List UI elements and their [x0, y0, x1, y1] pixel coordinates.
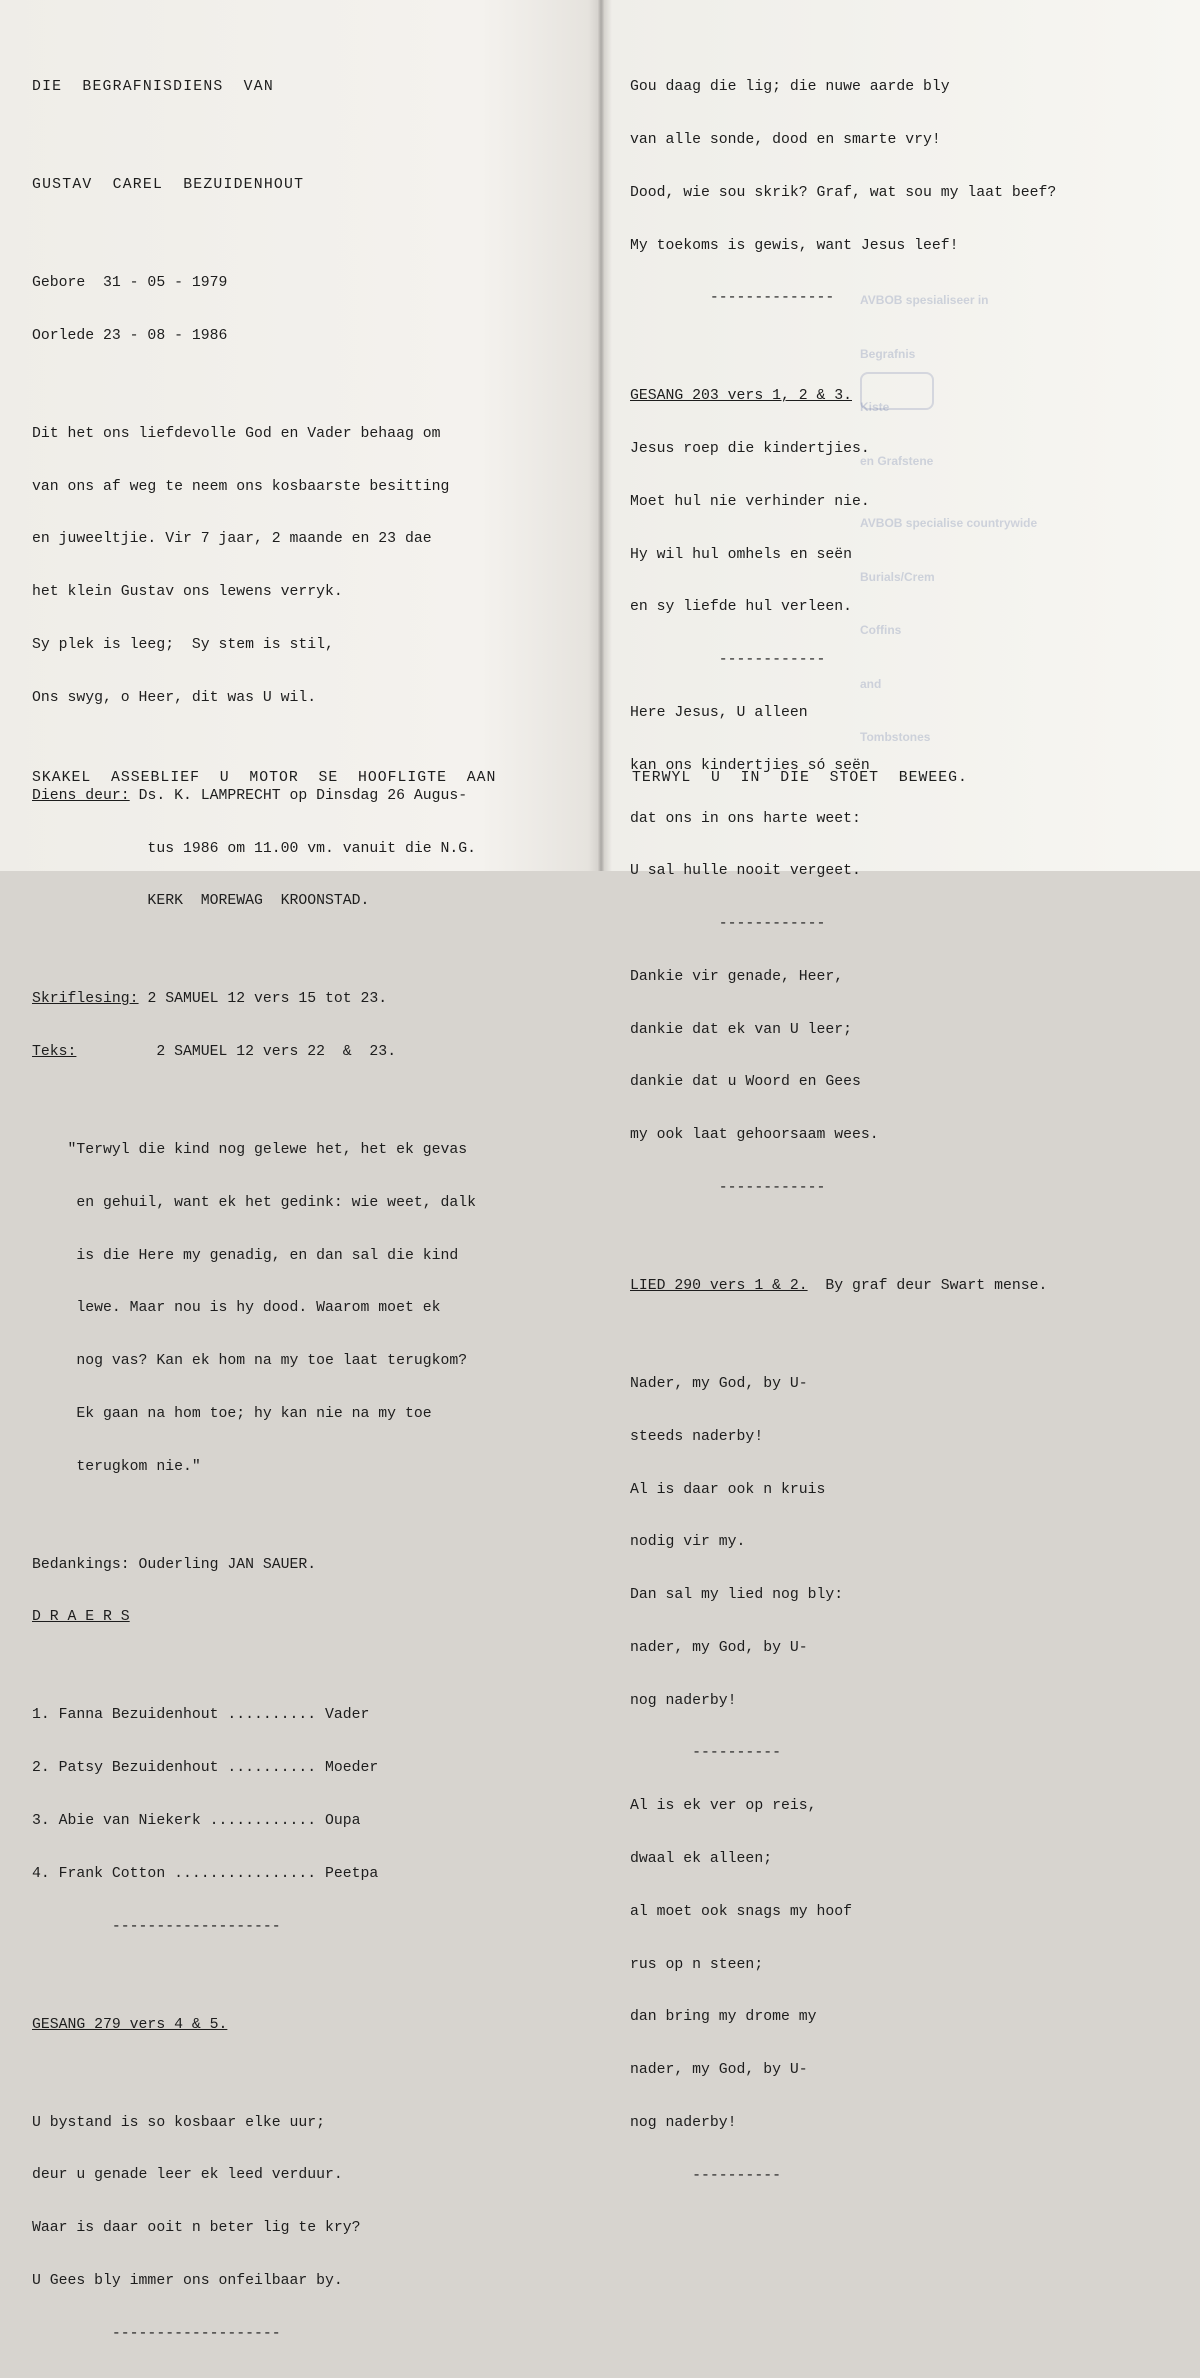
verse-line: nog naderby! — [630, 2114, 737, 2131]
right-page — [630, 44, 1190, 2220]
service-by-line — [32, 788, 592, 806]
stamp-line: en Grafstene — [860, 453, 934, 468]
bearer-row: 3. Abie van Niekerk ............ Oupa — [32, 1813, 361, 1829]
separator: ---------- — [630, 1745, 781, 1762]
verse-line: kan ons kindertjies só seën — [630, 757, 870, 774]
death-date: Oorlede 23 - 08 - 1986 — [32, 327, 228, 344]
bearers-heading: D R A E R S — [32, 1609, 130, 1626]
verse-line: steeds naderby! — [630, 1428, 764, 1445]
quote-line: en gehuil, want ek het gedink: wie weet, dalk — [32, 1194, 476, 1211]
verse-line: Al is daar ook n kruis — [630, 1481, 826, 1498]
quote-line: is die Here my genadig, en dan sal die kind — [32, 1247, 459, 1264]
verse-line: Jesus roep die kindertjies. — [630, 441, 870, 458]
verse-line: dankie dat ek van U leer; — [630, 1021, 852, 1038]
verse-line: U sal hulle nooit vergeet. — [630, 863, 861, 880]
song-note: By graf deur Swart mense. — [807, 1277, 1048, 1294]
quote-line: lewe. Maar nou is hy dood. Waarom moet ek — [32, 1300, 441, 1317]
hymn-heading: GESANG 203 vers 1, 2 & 3. — [630, 388, 852, 405]
verse-line: Al is ek ver op reis, — [630, 1798, 817, 1815]
stamp-line: Begrafnis — [860, 346, 916, 361]
separator: ------------ — [630, 916, 826, 933]
verse-line: Moet hul nie verhinder nie. — [630, 493, 870, 510]
hymn-heading: GESANG 279 vers 4 & 5. — [32, 2016, 228, 2033]
verse-line: dat ons in ons harte weet: — [630, 810, 861, 827]
verse-line: nader, my God, by U- — [630, 2062, 808, 2079]
stamp-line: Kiste — [860, 400, 890, 415]
reading-line — [32, 991, 592, 1009]
stamp-line: and — [860, 676, 882, 691]
hymn-line: Gou daag die lig; die nuwe aarde bly — [630, 79, 950, 96]
thanks-line: Bedankings: Ouderling JAN SAUER. — [32, 1556, 317, 1573]
verse-line: rus op n steen; — [630, 1956, 764, 1973]
service-by-value: Ds. K. LAMPRECHT op Dinsdag 26 Augus- — [129, 787, 468, 804]
quote-line: terugkom nie." — [32, 1458, 201, 1475]
separator: -------------- — [630, 290, 835, 307]
stamp-line: Coffins — [860, 623, 902, 638]
separator: ---------- — [630, 2167, 781, 2184]
hymn-line: U bystand is so kosbaar elke uur; — [32, 2114, 326, 2131]
song-heading: LIED 290 vers 1 & 2. — [630, 1277, 808, 1294]
procession-note: TERWYL U IN DIE STOET BEWEEG. — [632, 770, 968, 786]
headlights-request: SKAKEL ASSEBLIEF U MOTOR SE HOOFLIGTE AAN — [32, 770, 497, 786]
bearer-row: 2. Patsy Bezuidenhout .......... Moeder — [32, 1760, 379, 1777]
text-value: 2 SAMUEL 12 vers 22 & 23. — [76, 1044, 397, 1061]
verse-line: dwaal ek alleen; — [630, 1850, 773, 1867]
quote-line: "Terwyl die kind nog gelewe het, het ek gevas — [32, 1142, 468, 1159]
stamp-line: AVBOB specialise countrywide — [860, 516, 1038, 530]
left-page — [32, 44, 592, 2378]
intro-line: het klein Gustav ons lewens verryk. — [32, 584, 343, 601]
bearer-row: 4. Frank Cotton ................ Peetpa — [32, 1865, 379, 1882]
birth-date: Gebore 31 - 05 - 1979 — [32, 275, 228, 292]
reading-value: 2 SAMUEL 12 vers 15 tot 23. — [138, 991, 388, 1008]
deceased-name: GUSTAV CAREL BEZUIDENHOUT — [32, 177, 305, 194]
verse-line: nog naderby! — [630, 1692, 737, 1709]
intro-line: Ons swyg, o Heer, dit was U wil. — [32, 689, 317, 706]
separator: ------------ — [630, 652, 826, 669]
hymn-line: My toekoms is gewis, want Jesus leef! — [630, 237, 959, 254]
stamp-line: Tombstones — [860, 730, 931, 745]
hymn-line: deur u genade leer ek leed verduur. — [32, 2167, 343, 2184]
verse-line: Dankie vir genade, Heer, — [630, 968, 844, 985]
quote-line: Ek gaan na hom toe; hy kan nie na my toe — [32, 1405, 432, 1422]
text-label: Teks: — [32, 1044, 77, 1061]
verse-line: al moet ook snags my hoof — [630, 1903, 852, 1920]
separator: ------------------- — [32, 2325, 281, 2342]
hymn-line: van alle sonde, dood en smarte vry! — [630, 131, 941, 148]
stamp-line: AVBOB spesialiseer in — [860, 293, 989, 307]
service-by-label: Diens deur: — [32, 787, 130, 804]
intro-line: en juweeltjie. Vir 7 jaar, 2 maande en 23 dae — [32, 531, 432, 548]
hymn-line: Dood, wie sou skrik? Graf, wat sou my laat beef? — [630, 184, 1057, 201]
reading-label: Skriflesing: — [32, 991, 139, 1008]
verse-line: dankie dat u Woord en Gees — [630, 1074, 861, 1091]
verse-line: en sy liefde hul verleen. — [630, 599, 852, 616]
text-line — [32, 1044, 592, 1062]
intro-line: Dit het ons liefdevolle God en Vader behaag om — [32, 425, 441, 442]
verse-line: dan bring my drome my — [630, 2009, 817, 2026]
song-heading-line — [630, 1278, 1190, 1296]
verse-line: Here Jesus, U alleen — [630, 704, 808, 721]
verse-line: my ook laat gehoorsaam wees. — [630, 1127, 879, 1144]
page-fold — [598, 0, 604, 871]
service-title: DIE BEGRAFNISDIENS VAN — [32, 79, 274, 96]
quote-line: nog vas? Kan ek hom na my toe laat terugkom? — [32, 1353, 468, 1370]
verse-line: Nader, my God, by U- — [630, 1375, 808, 1392]
bearer-row: 1. Fanna Bezuidenhout .......... Vader — [32, 1707, 370, 1724]
hymn-line: U Gees bly immer ons onfeilbaar by. — [32, 2272, 343, 2289]
verse-line: nodig vir my. — [630, 1534, 746, 1551]
intro-line: van ons af weg te neem ons kosbaarste besitting — [32, 478, 450, 495]
verse-line: Hy wil hul omhels en seën — [630, 546, 852, 563]
stamp-line: Burials/Crem — [860, 569, 935, 584]
separator: ------------ — [630, 1180, 826, 1196]
verse-line: nader, my God, by U- — [630, 1639, 808, 1656]
service-by-line: tus 1986 om 11.00 vm. vanuit die N.G. — [32, 840, 476, 857]
intro-line: Sy plek is leeg; Sy stem is stil, — [32, 637, 334, 653]
verse-line: Dan sal my lied nog bly: — [630, 1587, 844, 1604]
hymn-line: Waar is daar ooit n beter lig te kry? — [32, 2220, 361, 2237]
separator: ------------------- — [32, 1918, 281, 1935]
service-by-line: KERK MOREWAG KROONSTAD. — [32, 893, 370, 910]
